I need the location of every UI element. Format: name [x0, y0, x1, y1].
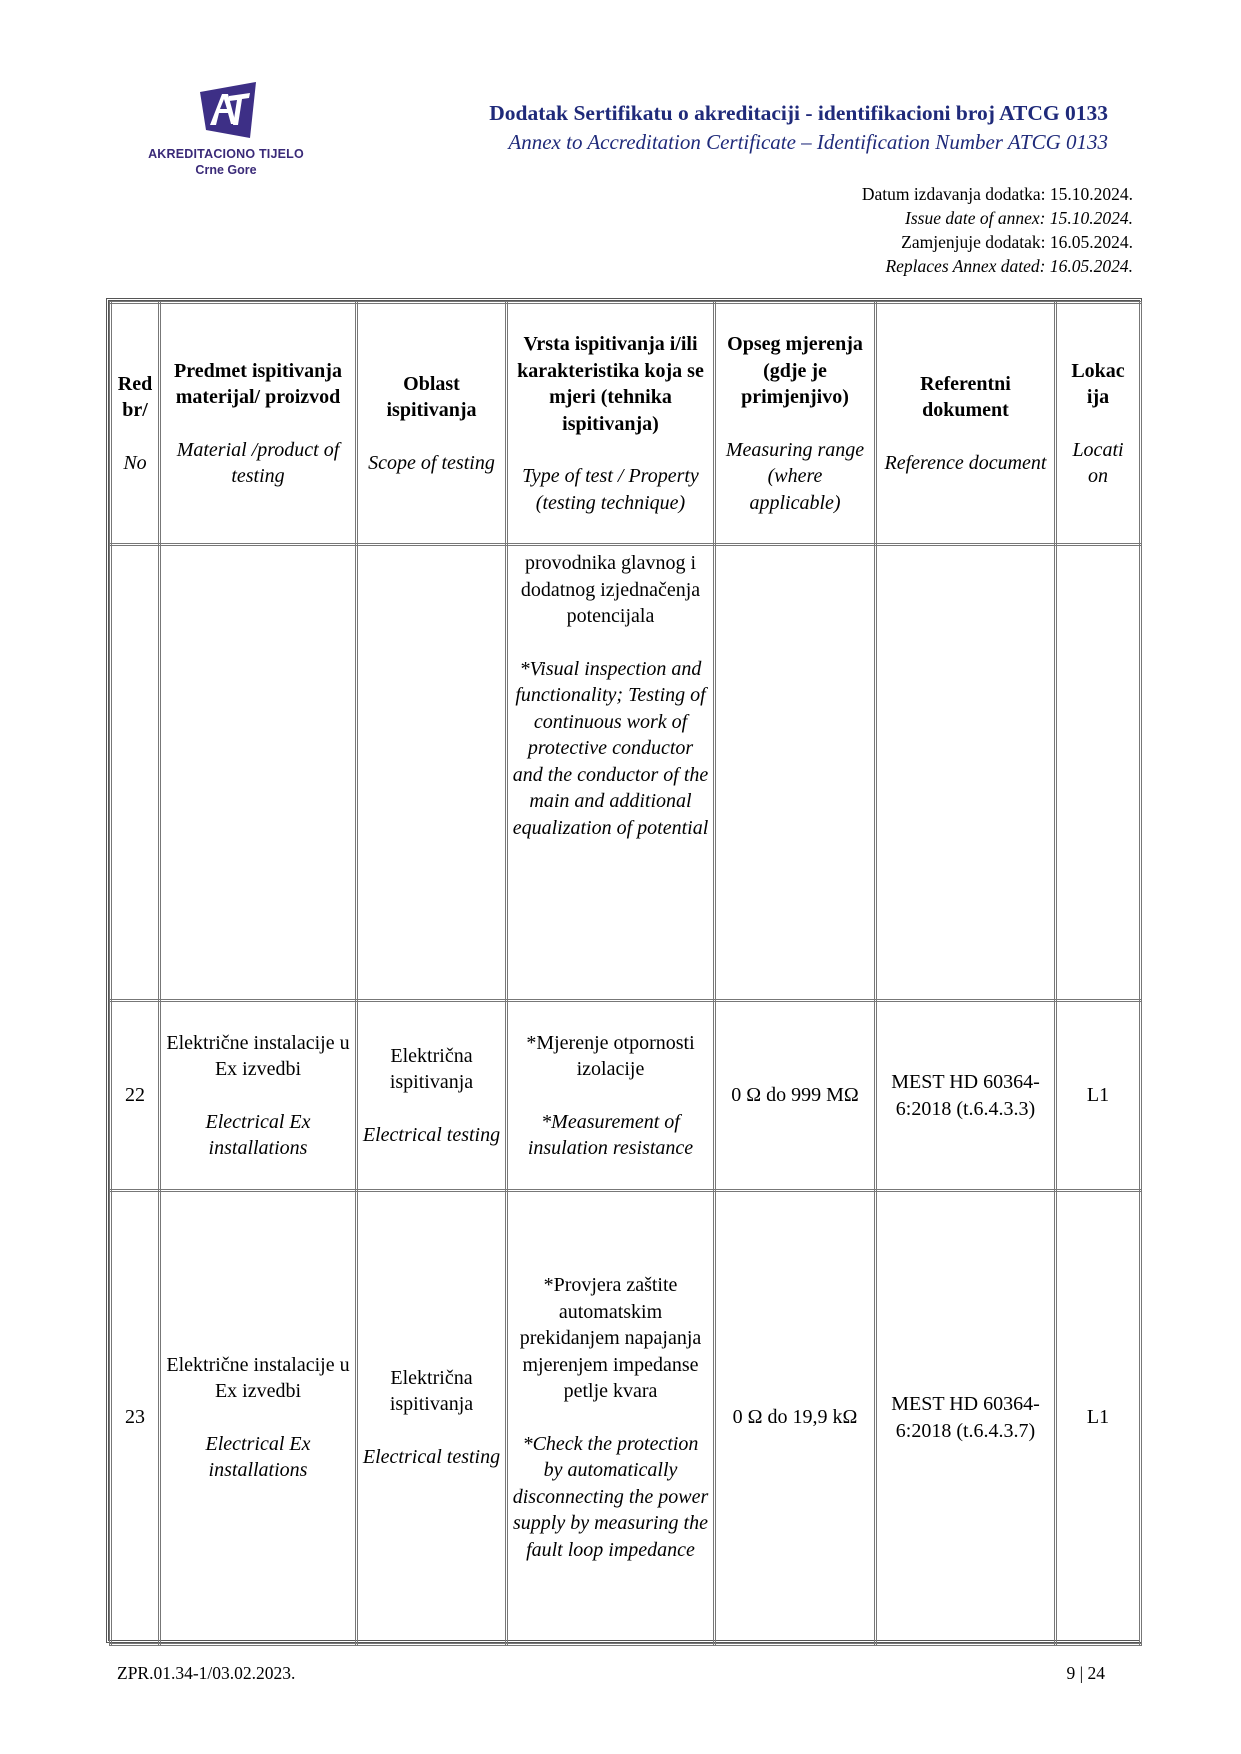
header-subject: Predmet ispitivanja materijal/ proizvod Material /product of testing	[160, 303, 357, 545]
row-subject: Električne instalacije u Ex izvedbi Electrical Ex installations	[160, 1191, 357, 1645]
header-reference: Referentni dokument Reference document	[876, 303, 1056, 545]
continuation-type-cell: provodnika glavnog i dodatnog izjednačenja potencijala *Visual inspection and functionality; Testing of continuous work of protective conductor and the conductor of the main and additional equalization of potential	[507, 545, 715, 1001]
issue-date: Datum izdavanja dodatka: 15.10.2024.	[861, 184, 1133, 204]
annex-dates	[862, 182, 1133, 278]
row-no: 22	[111, 1001, 160, 1191]
header-type: Vrsta ispitivanja i/ili karakteristika koja se mjeri (tehnika ispitivanja) Type of test / Property (testing technique)	[507, 303, 715, 545]
row-range: 0 Ω do 999 MΩ	[715, 1001, 876, 1191]
accreditation-scope-table	[106, 298, 1142, 1643]
document-subtitle: Annex to Accreditation Certificate – Identification Number ATCG 0133	[508, 130, 1108, 154]
row-type: *Provjera zaštite automatskim prekidanjem napajanja mjerenjem impedanse petlje kvara *Check the protection by automatically disconnecting the power supply by measuring the fault loop impedance	[507, 1191, 715, 1645]
row-reference: MEST HD 60364-6:2018 (t.6.4.3.3)	[876, 1001, 1056, 1191]
header-scope: Oblast ispitivanja Scope of testing	[357, 303, 507, 545]
table-header-row	[111, 303, 1141, 545]
row-subject: Električne instalacije u Ex izvedbi Electrical Ex installations	[160, 1001, 357, 1191]
document-code: ZPR.01.34-1/03.02.2023.	[117, 1663, 296, 1683]
header-no: Red br/ No	[111, 303, 160, 545]
at-logo-icon	[198, 80, 258, 140]
row-scope: Električna ispitivanja Electrical testing	[357, 1001, 507, 1191]
header-location: Lokac ija Locati on	[1056, 303, 1141, 545]
logo-org-subtitle: Crne Gore	[195, 163, 257, 177]
document-title: Dodatak Sertifikatu o akreditaciji - identifikacioni broj ATCG 0133	[489, 101, 1108, 125]
table-row-continuation	[111, 545, 1141, 1001]
issue-date-en: Issue date of annex: 15.10.2024.	[905, 208, 1133, 228]
replaces-date-en: Replaces Annex dated: 16.05.2024.	[885, 256, 1133, 276]
page-number: 9 | 24	[1066, 1663, 1105, 1683]
table-row	[111, 1191, 1141, 1645]
accreditation-body-logo	[126, 80, 326, 190]
row-range: 0 Ω do 19,9 kΩ	[715, 1191, 876, 1645]
row-reference: MEST HD 60364-6:2018 (t.6.4.3.7)	[876, 1191, 1056, 1645]
row-type: *Mjerenje otpornosti izolacije *Measurement of insulation resistance	[507, 1001, 715, 1191]
row-scope: Električna ispitivanja Electrical testing	[357, 1191, 507, 1645]
logo-org-name: AKREDITACIONO TIJELO	[148, 147, 304, 161]
row-location: L1	[1056, 1001, 1141, 1191]
replaces-date: Zamjenjuje dodatak: 16.05.2024.	[901, 232, 1133, 252]
row-no: 23	[111, 1191, 160, 1645]
header-range: Opseg mjerenja (gdje je primjenjivo) Measuring range (where applicable)	[715, 303, 876, 545]
table-row	[111, 1001, 1141, 1191]
row-location: L1	[1056, 1191, 1141, 1645]
